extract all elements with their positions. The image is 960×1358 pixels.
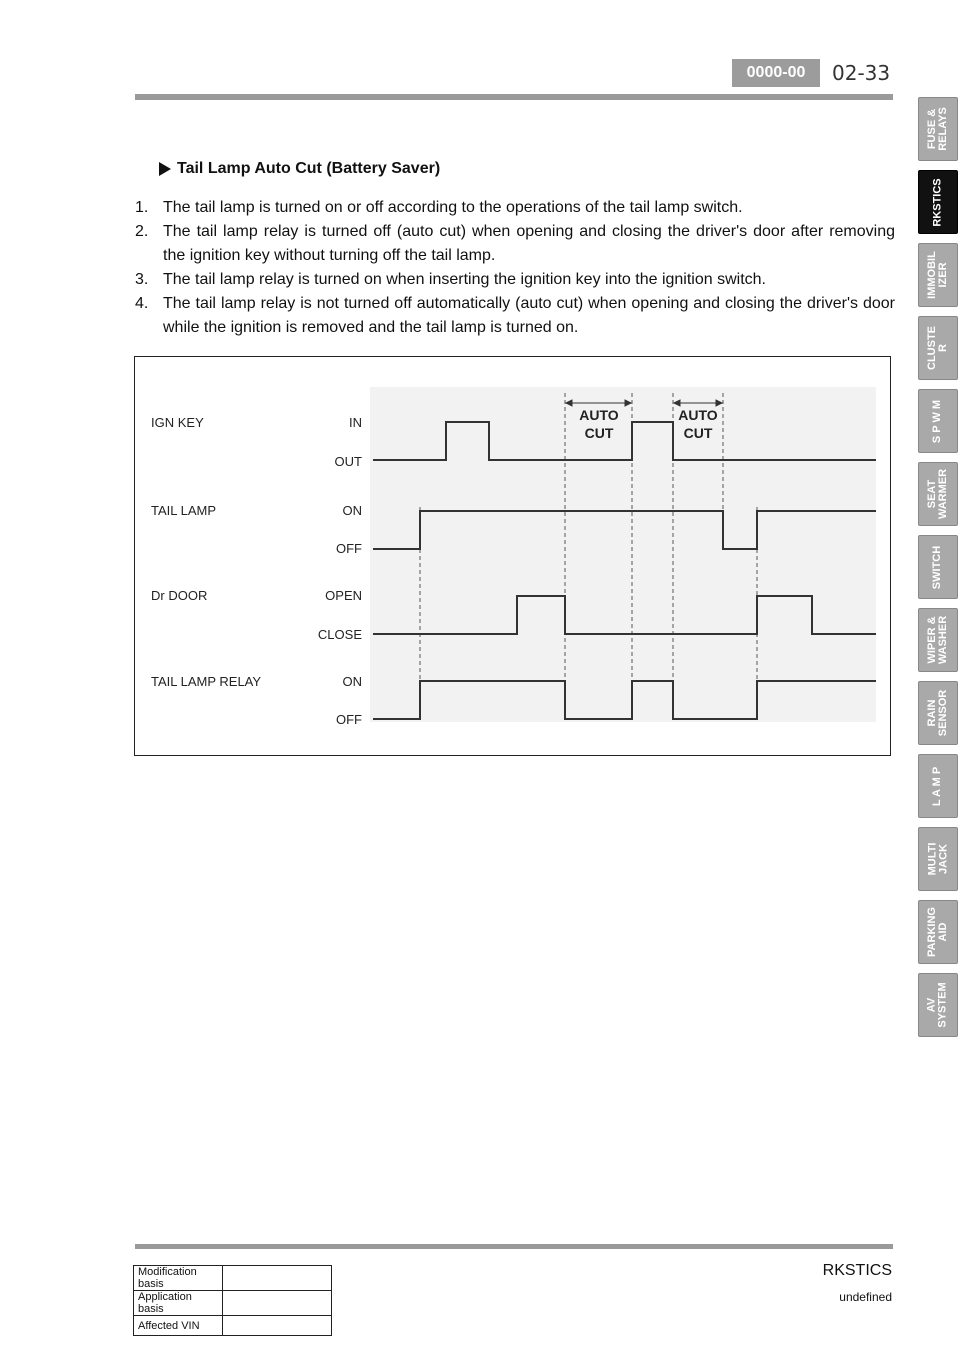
level-label-open: OPEN (325, 588, 362, 603)
section-title: Tail Lamp Auto Cut (Battery Saver) (177, 160, 441, 177)
level-label-close: CLOSE (317, 627, 362, 642)
section-code-badge: 0000-00 (732, 59, 820, 87)
basis-value (223, 1316, 332, 1336)
tab-immobilizer[interactable]: IMMOBIL IZER (918, 243, 958, 307)
auto-cut-label-1-line2: CUT (584, 425, 614, 441)
list-item: 3. The tail lamp relay is turned on when inserting the ignition key into the ignition switch. (135, 271, 766, 288)
tab-switch[interactable]: SWITCH (918, 535, 958, 599)
table-row (134, 1266, 332, 1291)
signal-label-tail-lamp: TAIL LAMP (151, 503, 217, 518)
tab-lamp[interactable]: L A M P (918, 754, 958, 818)
tab-fuse-relays[interactable]: FUSE & RELAYS (918, 97, 958, 161)
level-label-on: ON (342, 503, 362, 518)
tab-cluster[interactable]: CLUSTE R (918, 316, 958, 380)
auto-cut-label-2-line2: CUT (683, 425, 713, 441)
level-label-in: IN (349, 415, 362, 430)
footer-title: RKSTICS (822, 1262, 892, 1279)
triangle-bullet-icon (159, 162, 171, 176)
footer-divider (135, 1244, 893, 1249)
auto-cut-label-2-line1: AUTO (678, 407, 718, 423)
level-label-relay-on: ON (342, 674, 362, 689)
basis-table (133, 1265, 332, 1336)
signal-label-dr-door: Dr DOOR (151, 588, 208, 603)
basis-value (223, 1291, 332, 1316)
footer-subtitle: undefined (839, 1290, 892, 1304)
tab-parking-aid[interactable]: PARKING AID (918, 900, 958, 964)
timing-diagram (134, 356, 891, 756)
list-item: 1. The tail lamp is turned on or off according to the operations of the tail lamp switch. (135, 199, 743, 216)
basis-label: Affected VIN (134, 1316, 223, 1336)
steps-list (135, 196, 895, 340)
table-row (134, 1291, 332, 1316)
signal-label-ign-key: IGN KEY (151, 415, 204, 430)
tab-rkstics[interactable]: RKSTICS (918, 170, 958, 234)
list-item: 4. The tail lamp relay is not turned off automatically (auto cut) when opening and closing the driver's door while the ignition is removed and the tail lamp is turned on. (135, 295, 895, 336)
auto-cut-label-1-line1: AUTO (579, 407, 619, 423)
level-label-out: OUT (334, 454, 362, 469)
section-heading (159, 160, 440, 178)
level-label-relay-off: OFF (336, 712, 362, 727)
basis-value (223, 1266, 332, 1291)
tab-av-system[interactable]: AV SYSTEM (918, 973, 958, 1037)
header-divider (135, 94, 893, 100)
basis-label: Modification basis (134, 1266, 223, 1291)
page-number: 02-33 (832, 61, 891, 85)
level-label-off: OFF (336, 541, 362, 556)
tab-multi-jack[interactable]: MULTI JACK (918, 827, 958, 891)
tab-seat-warmer[interactable]: SEAT WARMER (918, 462, 958, 526)
list-item: 2. The tail lamp relay is turned off (auto cut) when opening and closing the driver's door after removing the ignition key without turning off the tail lamp. (135, 223, 895, 264)
table-row (134, 1316, 332, 1336)
basis-label: Application basis (134, 1291, 223, 1316)
tab-spwm[interactable]: S P W M (918, 389, 958, 453)
tab-wiper-washer[interactable]: WIPER & WASHER (918, 608, 958, 672)
signal-label-tail-lamp-relay: TAIL LAMP RELAY (151, 674, 262, 689)
tab-rain-sensor[interactable]: RAIN SENSOR (918, 681, 958, 745)
